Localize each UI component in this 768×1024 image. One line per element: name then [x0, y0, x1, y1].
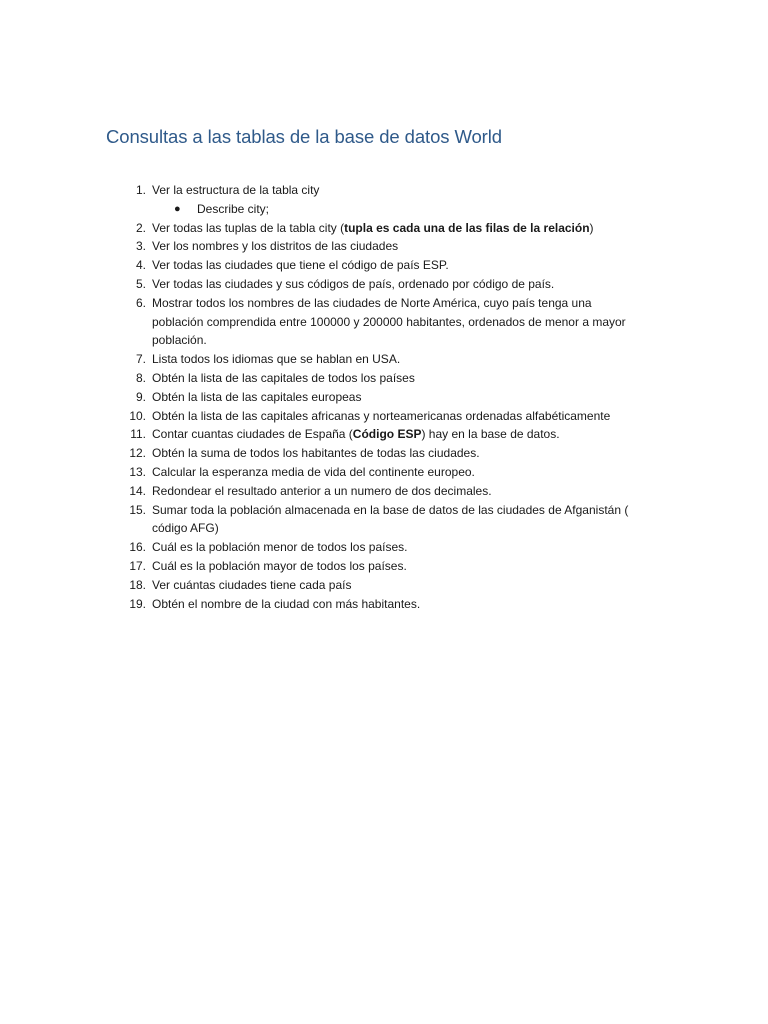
list-item-10 — [106, 407, 666, 426]
list-item-14 — [106, 482, 666, 501]
item-number: 17. — [129, 558, 146, 573]
item-text-line-2: código AFG) — [152, 521, 219, 536]
item-text: Obtén el nombre de la ciudad con más habitantes. — [152, 596, 421, 611]
item-number: 11. — [130, 427, 146, 442]
item-text-line-1: Mostrar todos los nombres de las ciudades de Norte América, cuyo país tenga una — [152, 295, 592, 310]
list-item-16 — [106, 538, 666, 557]
item-number: 2. — [135, 220, 146, 235]
item-text: Cuál es la población menor de todos los países. — [152, 540, 408, 555]
item-bold-text: tupla es cada una de las filas de la relación — [344, 220, 590, 235]
item-bold-text: Código ESP — [352, 427, 422, 442]
item-text: Lista todos los idiomas que se hablan en USA. — [152, 352, 401, 367]
item-text: Contar cuantas ciudades de España ( — [152, 427, 353, 442]
list-item-17 — [106, 557, 666, 576]
item-text: Calcular la esperanza media de vida del continente europeo. — [152, 464, 475, 479]
item-number: 12. — [129, 446, 146, 461]
list-item-9 — [106, 388, 666, 407]
list-item-3 — [106, 237, 666, 256]
item-number: 10. — [129, 408, 146, 423]
list-item-15 — [106, 501, 666, 539]
item-text: Ver la estructura de la tabla city — [152, 183, 320, 197]
item-text-end: ) hay en la base de datos. — [421, 427, 560, 442]
list-item-2 — [106, 219, 666, 238]
item-number: 14. — [129, 483, 146, 498]
query-list — [106, 181, 666, 613]
list-item-5 — [106, 275, 666, 294]
item-number: 13. — [129, 464, 146, 479]
list-item-13 — [106, 463, 666, 482]
item-text: Ver todas las tuplas de la tabla city ( — [152, 220, 345, 235]
item-text: Ver cuántas ciudades tiene cada país — [152, 577, 352, 592]
item-number: 4. — [135, 258, 146, 273]
item-text: Obtén la lista de las capitales europeas — [152, 389, 362, 404]
sub-item-text: Describe city; — [197, 201, 270, 216]
item-number: 7. — [135, 352, 146, 367]
item-number: 3. — [135, 239, 146, 254]
list-item-12 — [106, 444, 666, 463]
item-number: 5. — [135, 276, 146, 291]
item-text: Ver todas las ciudades y sus códigos de país, ordenado por código de país. — [152, 276, 555, 291]
list-item-6 — [106, 294, 666, 350]
list-item-1 — [106, 181, 666, 219]
item-number: 9. — [135, 389, 146, 404]
item-text-end: ) — [589, 220, 594, 235]
item-number: 6. — [135, 295, 146, 310]
bullet-icon: ● — [174, 202, 181, 215]
item-text: Cuál es la población mayor de todos los países. — [152, 558, 407, 573]
item-text: Ver todas las ciudades que tiene el código de país ESP. — [152, 258, 449, 273]
sub-list-item — [152, 200, 666, 219]
item-number: 19. — [129, 596, 146, 611]
item-text-line-3: población. — [152, 333, 207, 348]
item-text: Obtén la lista de las capitales de todos los países — [152, 370, 415, 385]
sub-list — [152, 200, 666, 219]
item-number: 15. — [129, 502, 146, 517]
item-text: Obtén la lista de las capitales africanas y norteamericanas ordenadas alfabéticamente — [152, 408, 611, 423]
item-text: Redondear el resultado anterior a un numero de dos decimales. — [152, 483, 492, 498]
item-number: 16. — [129, 540, 146, 555]
item-text-line-1: Sumar toda la población almacenada en la base de datos de las ciudades de Afganistán ( — [152, 502, 629, 517]
item-text-line-2: población comprendida entre 100000 y 200000 habitantes, ordenados de menor a mayor — [152, 314, 626, 329]
item-number: 1. — [135, 183, 146, 197]
list-item-11 — [106, 425, 666, 444]
list-item-19 — [106, 595, 666, 614]
list-item-7 — [106, 350, 666, 369]
document-title: Consultas a las tablas de la base de datos World — [106, 126, 502, 147]
list-item-8 — [106, 369, 666, 388]
item-text: Obtén la suma de todos los habitantes de todas las ciudades. — [152, 446, 480, 461]
list-item-4 — [106, 256, 666, 275]
item-number: 8. — [135, 370, 146, 385]
item-number: 18. — [129, 577, 146, 592]
item-text: Ver los nombres y los distritos de las ciudades — [152, 239, 399, 254]
list-item-18 — [106, 576, 666, 595]
